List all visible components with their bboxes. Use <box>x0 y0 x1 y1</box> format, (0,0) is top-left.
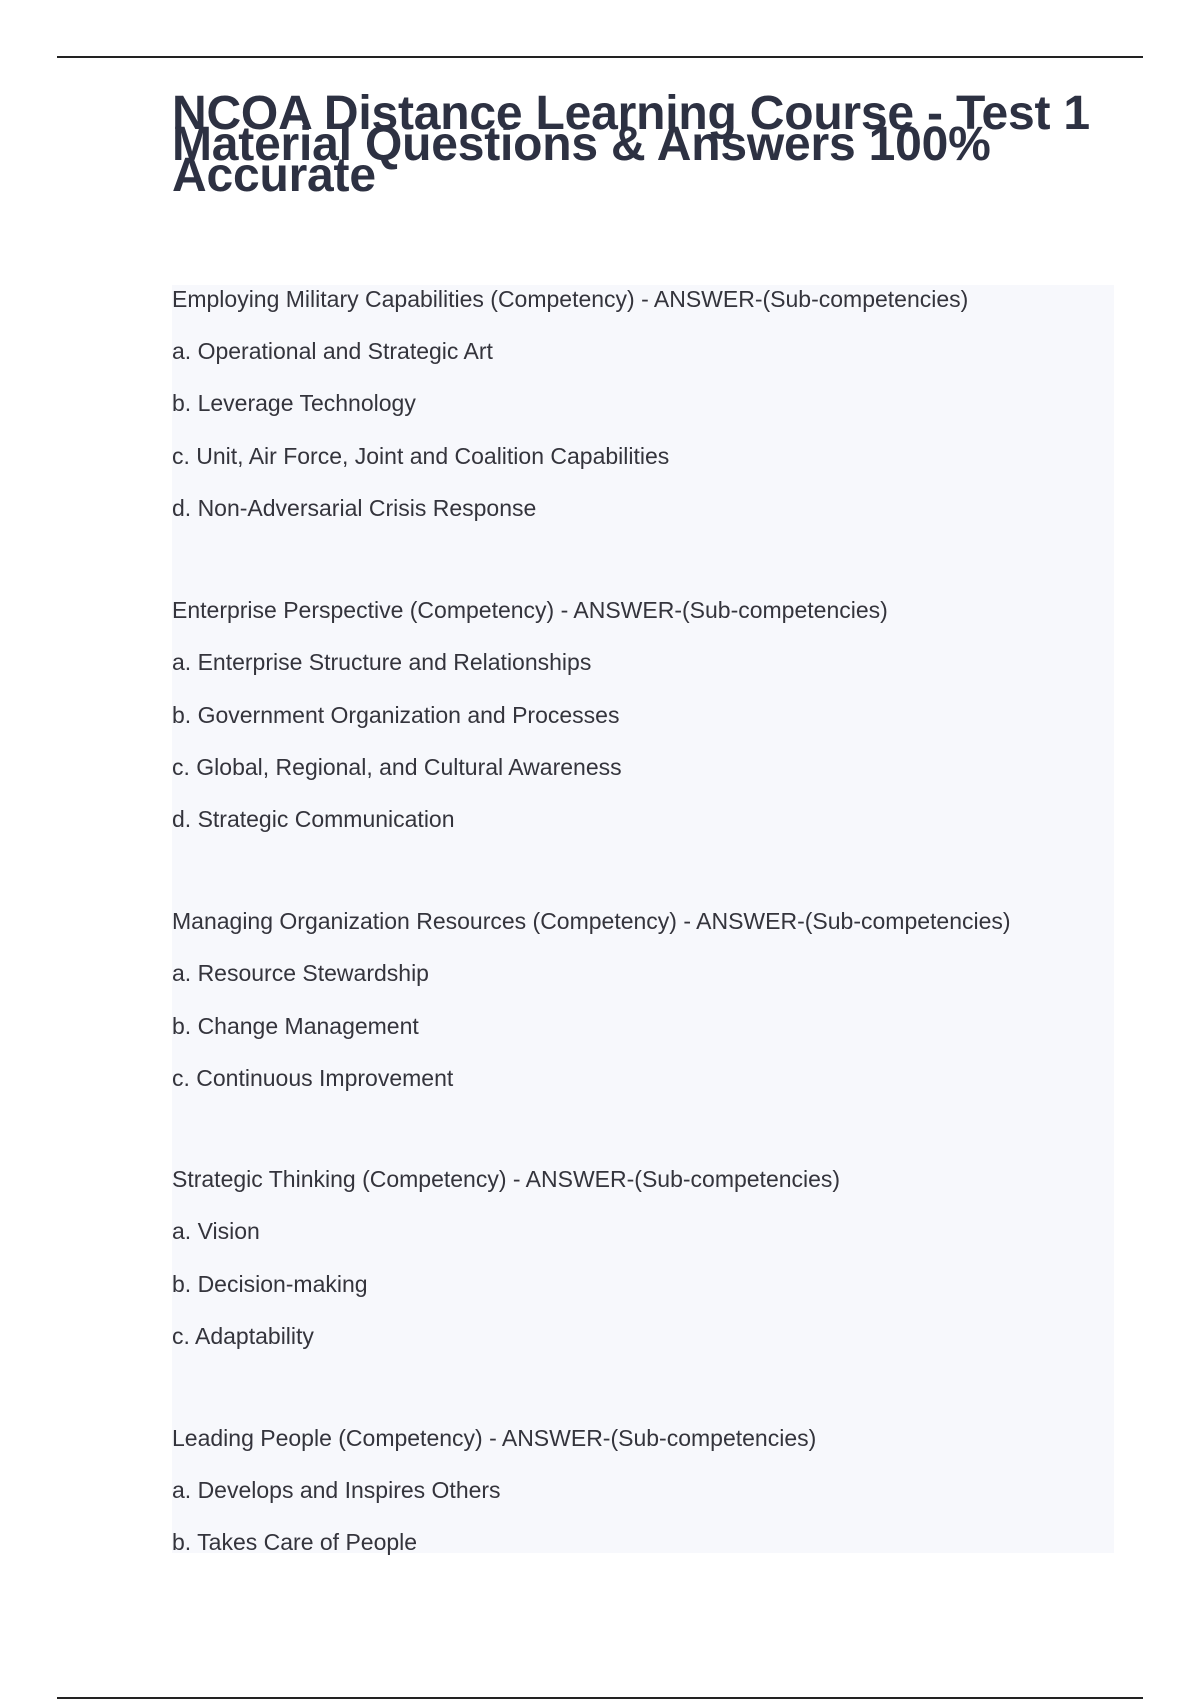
answer-item: b. Takes Care of People <box>172 1529 418 1555</box>
answer-item: c. Adaptability <box>172 1323 314 1349</box>
answer-item: b. Change Management <box>172 1013 419 1039</box>
answer-item: a. Develops and Inspires Others <box>172 1477 501 1503</box>
answer-item: c. Global, Regional, and Cultural Awareness <box>172 754 622 780</box>
question-heading: Employing Military Capabilities (Competency) - ANSWER-(Sub-competencies) <box>172 286 969 312</box>
answer-item: d. Strategic Communication <box>172 806 455 832</box>
document-title: NCOA Distance Learning Course - Test 1 Material Questions & Answers 100% Accurate <box>172 87 1090 202</box>
top-rule <box>57 56 1143 58</box>
bottom-rule <box>57 1697 1143 1699</box>
answer-item: c. Continuous Improvement <box>172 1065 454 1091</box>
answer-item: c. Unit, Air Force, Joint and Coalition Capabilities <box>172 443 670 469</box>
answer-item: a. Resource Stewardship <box>172 960 429 986</box>
qa-content <box>172 285 1114 1553</box>
question-heading: Managing Organization Resources (Competency) - ANSWER-(Sub-competencies) <box>172 908 1011 934</box>
answer-item: b. Decision-making <box>172 1271 368 1297</box>
answer-item: a. Operational and Strategic Art <box>172 338 493 364</box>
question-heading: Strategic Thinking (Competency) - ANSWER-(Sub-competencies) <box>172 1166 841 1192</box>
answer-item: b. Government Organization and Processes <box>172 702 620 728</box>
answer-item: d. Non-Adversarial Crisis Response <box>172 495 537 521</box>
answer-item: a. Enterprise Structure and Relationships <box>172 649 592 675</box>
answer-item: a. Vision <box>172 1218 260 1244</box>
answer-item: b. Leverage Technology <box>172 390 416 416</box>
question-heading: Leading People (Competency) - ANSWER-(Sub-competencies) <box>172 1425 817 1451</box>
question-heading: Enterprise Perspective (Competency) - ANSWER-(Sub-competencies) <box>172 597 888 623</box>
